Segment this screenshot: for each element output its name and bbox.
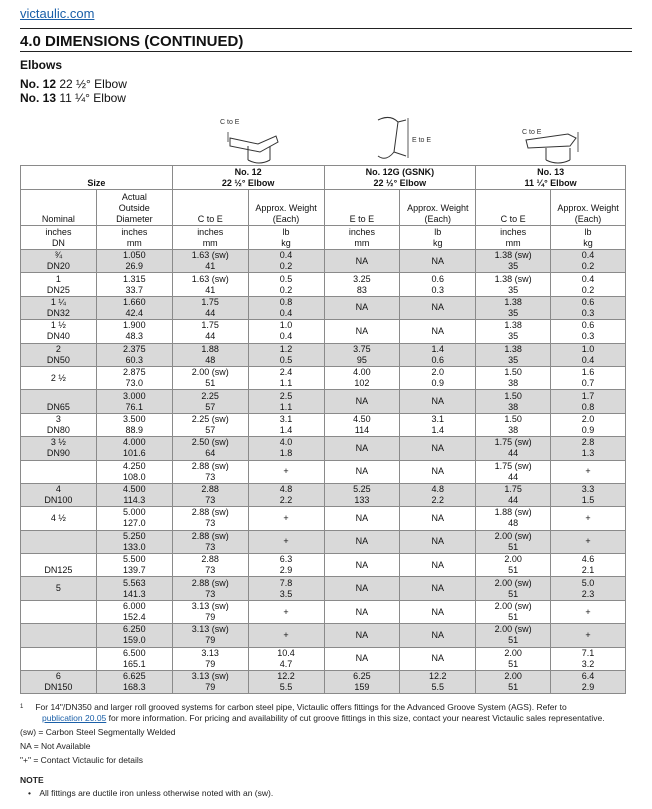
cell-w12: 2.5 1.1 [248,390,324,413]
elbow-13-diagram [518,112,588,167]
cell-od: 1.900 48.3 [96,320,172,343]
units-w13: lb kg [551,226,626,250]
cell-nom: 4 DN100 [21,483,97,506]
cell-w12: 1.0 0.4 [248,320,324,343]
cell-c12: 3.13 (sw) 79 [172,600,248,623]
units-e12g: inches mm [324,226,400,250]
cell-c12: 3.13 (sw) 79 [172,624,248,647]
weight-header-13: Approx. Weight (Each) [551,190,626,226]
cell-w12g: 4.8 2.2 [400,483,476,506]
cell-od: 4.500 114.3 [96,483,172,506]
cell-od: 6.625 168.3 [96,671,172,694]
cell-w13: 2.0 0.9 [551,413,626,436]
cell-c13: 1.50 38 [476,390,551,413]
cell-c12: 2.00 (sw) 51 [172,366,248,389]
cell-w12g: 12.2 5.5 [400,671,476,694]
cell-od: 5.563 141.3 [96,577,172,600]
cell-c12: 2.25 57 [172,390,248,413]
cell-w12: 0.4 0.2 [248,250,324,273]
cell-w12g: 0.6 0.3 [400,273,476,296]
cell-w12g: NA [400,507,476,530]
cell-w12g: 3.1 1.4 [400,413,476,436]
cell-c12: 2.88 (sw) 73 [172,577,248,600]
cell-od: 5.500 139.7 [96,554,172,577]
table-row [21,273,626,296]
cell-c12: 3.13 (sw) 79 [172,671,248,694]
cell-c13: 1.38 (sw) 35 [476,250,551,273]
cell-w13: 0.6 0.3 [551,296,626,319]
group-header-12g: No. 12G (GSNK) 22 ½° Elbow [324,166,476,190]
cell-w13: 5.0 2.3 [551,577,626,600]
cell-c13: 2.00 51 [476,647,551,670]
cell-e12g: NA [324,320,400,343]
cell-nom [21,647,97,670]
cell-nom [21,624,97,647]
cell-nom: 6 DN150 [21,671,97,694]
cell-nom: 2 ½ [21,366,97,389]
cell-c12: 2.88 73 [172,554,248,577]
cell-w12: 1.2 0.5 [248,343,324,366]
table-row [21,437,626,460]
cell-w12g: NA [400,250,476,273]
units-c12: inches mm [172,226,248,250]
header-rule [20,28,632,29]
units-c13: inches mm [476,226,551,250]
cell-w13: 1.6 0.7 [551,366,626,389]
weight-header-12g: Approx. Weight (Each) [400,190,476,226]
cell-nom: 1 ¼ DN32 [21,296,97,319]
cell-e12g: NA [324,296,400,319]
units-nominal: inches DN [21,226,97,250]
e-to-e-label: E to E [412,137,432,144]
table-row [21,390,626,413]
weight-header-12: Approx. Weight (Each) [248,190,324,226]
cell-w13: 7.1 3.2 [551,647,626,670]
cell-od: 6.500 165.1 [96,647,172,670]
cell-c12: 2.88 (sw) 73 [172,530,248,553]
cell-c13: 1.38 35 [476,296,551,319]
cell-w12g: NA [400,320,476,343]
cell-nom: DN125 [21,554,97,577]
cell-e12g: NA [324,437,400,460]
cell-e12g: 3.25 83 [324,273,400,296]
dimensions-table [20,165,626,694]
cell-c12: 1.75 44 [172,296,248,319]
c-to-e-header-12: C to E [172,190,248,226]
table-row [21,554,626,577]
cell-w13: 0.4 0.2 [551,273,626,296]
cell-w12: 6.3 2.9 [248,554,324,577]
cell-w12g: NA [400,296,476,319]
cell-c12: 3.13 79 [172,647,248,670]
table-row [21,250,626,273]
cell-e12g: 6.25 159 [324,671,400,694]
cell-w12: 4.0 1.8 [248,437,324,460]
cell-w12g: NA [400,554,476,577]
table-row [21,600,626,623]
cell-e12g: NA [324,530,400,553]
cell-od: 6.250 159.0 [96,624,172,647]
cell-w13: + [551,507,626,530]
cell-w13: 2.8 1.3 [551,437,626,460]
units-w12g: lb kg [400,226,476,250]
cell-c13: 1.75 44 [476,483,551,506]
cell-w13: + [551,530,626,553]
cell-w12: + [248,530,324,553]
note-item: • All fittings are ductile iron unless otherwise noted with an (sw). [28,788,274,798]
cell-c12: 2.50 (sw) 64 [172,437,248,460]
cell-nom: 1 ½ DN40 [21,320,97,343]
cell-w12g: 1.4 0.6 [400,343,476,366]
cell-w13: 1.0 0.4 [551,343,626,366]
units-w12: lb kg [248,226,324,250]
cell-w12: 4.8 2.2 [248,483,324,506]
cell-w13: 6.4 2.9 [551,671,626,694]
cell-w12g: NA [400,460,476,483]
elbow-12-diagram [218,112,288,167]
cell-c12: 2.88 73 [172,483,248,506]
cell-c13: 2.00 (sw) 51 [476,600,551,623]
cell-w12: + [248,507,324,530]
nominal-header: Nominal [21,190,97,226]
cell-e12g: NA [324,554,400,577]
cell-c13: 2.00 51 [476,554,551,577]
size-header: Size [21,166,173,190]
cell-od: 5.000 127.0 [96,507,172,530]
cell-w13: 0.4 0.2 [551,250,626,273]
table-row [21,413,626,436]
table-row [21,530,626,553]
cell-c12: 2.88 (sw) 73 [172,460,248,483]
table-row [21,320,626,343]
cell-e12g: NA [324,250,400,273]
cell-c13: 1.75 (sw) 44 [476,460,551,483]
cell-c12: 1.88 48 [172,343,248,366]
cell-e12g: 4.00 102 [324,366,400,389]
cell-nom: 4 ½ [21,507,97,530]
cell-w12g: NA [400,390,476,413]
cell-e12g: 3.75 95 [324,343,400,366]
cell-e12g: NA [324,577,400,600]
group-header-13: No. 13 11 ¼° Elbow [476,166,626,190]
cell-w13: 0.6 0.3 [551,320,626,343]
cell-w12g: NA [400,577,476,600]
table-row [21,507,626,530]
cell-e12g: 5.25 133 [324,483,400,506]
table-row [21,577,626,600]
cell-od: 3.000 76.1 [96,390,172,413]
section-title: 4.0 DIMENSIONS (CONTINUED) [20,33,244,50]
cell-e12g: NA [324,390,400,413]
cell-od: 1.050 26.9 [96,250,172,273]
footnote-sw: (sw) = Carbon Steel Segmentally Welded [20,727,176,737]
cell-od: 2.375 60.3 [96,343,172,366]
cell-nom [21,600,97,623]
group-header-12: No. 12 22 ½° Elbow [172,166,324,190]
cell-e12g: NA [324,460,400,483]
cell-nom: DN65 [21,390,97,413]
table-row [21,671,626,694]
cell-c13: 1.38 (sw) 35 [476,273,551,296]
cell-c13: 1.75 (sw) 44 [476,437,551,460]
cell-w12: 12.2 5.5 [248,671,324,694]
cell-nom: 1 DN25 [21,273,97,296]
site-url-link[interactable]: victaulic.com [20,6,95,21]
table-row [21,647,626,670]
footnote-plus: "+" = Contact Victaulic for details [20,755,144,765]
cell-w13: 1.7 0.8 [551,390,626,413]
cell-c13: 1.38 35 [476,320,551,343]
cell-c13: 1.88 (sw) 48 [476,507,551,530]
table-row [21,460,626,483]
cell-w12: + [248,600,324,623]
cell-w13: 4.6 2.1 [551,554,626,577]
cell-w12: + [248,460,324,483]
cell-e12g: NA [324,647,400,670]
cell-w12: 0.5 0.2 [248,273,324,296]
table-row [21,624,626,647]
cell-nom: 3 DN80 [21,413,97,436]
cell-c13: 2.00 (sw) 51 [476,577,551,600]
cell-od: 5.250 133.0 [96,530,172,553]
cell-w12g: 2.0 0.9 [400,366,476,389]
table-row [21,366,626,389]
cell-w12: 3.1 1.4 [248,413,324,436]
footnote-1: $^1$ For 14"/DN350 and larger roll grooved systems for carbon steel pipe, Victaulic offers fittings for the Advanced Groove System (AGS). Refer to publication 20.05 for more information. For pricing and availability of cut groove fittings in this size, contact your nearest Victaulic sales representative. [20,702,605,723]
cell-c13: 1.38 35 [476,343,551,366]
product-line-12: No. 12 22 ½° Elbow [20,77,127,91]
cell-w12: + [248,624,324,647]
cell-c12: 2.88 (sw) 73 [172,507,248,530]
cell-w12g: NA [400,647,476,670]
cell-od: 4.000 101.6 [96,437,172,460]
cell-c13: 1.50 38 [476,366,551,389]
footnote-na: NA = Not Available [20,741,91,751]
cell-od: 3.500 88.9 [96,413,172,436]
cell-nom: 5 [21,577,97,600]
cell-e12g: 4.50 114 [324,413,400,436]
cell-w12: 2.4 1.1 [248,366,324,389]
cell-nom [21,530,97,553]
cell-od: 6.000 152.4 [96,600,172,623]
table-row [21,483,626,506]
c-to-e-label-13: C to E [522,129,542,136]
cell-w12: 10.4 4.7 [248,647,324,670]
c-to-e-label: C to E [220,119,240,126]
cell-e12g: NA [324,624,400,647]
publication-link[interactable]: publication 20.05 [42,713,107,723]
units-od: inches mm [96,226,172,250]
cell-c12: 1.63 (sw) 41 [172,273,248,296]
cell-w12g: NA [400,530,476,553]
od-header: Actual Outside Diameter [96,190,172,226]
note-title: NOTE [20,775,44,785]
e-to-e-header-12g: E to E [324,190,400,226]
cell-w12: 0.8 0.4 [248,296,324,319]
cell-nom: 3 ½ DN90 [21,437,97,460]
cell-w13: 3.3 1.5 [551,483,626,506]
cell-nom: ¾ DN20 [21,250,97,273]
cell-w13: + [551,600,626,623]
cell-od: 1.315 33.7 [96,273,172,296]
section-rule [20,51,632,52]
table-row [21,296,626,319]
c-to-e-header-13: C to E [476,190,551,226]
cell-c12: 2.25 (sw) 57 [172,413,248,436]
cell-c12: 1.63 (sw) 41 [172,250,248,273]
cell-w12g: NA [400,600,476,623]
cell-w12g: NA [400,437,476,460]
cell-c12: 1.75 44 [172,320,248,343]
cell-c13: 2.00 (sw) 51 [476,624,551,647]
cell-w13: + [551,624,626,647]
cell-e12g: NA [324,600,400,623]
subsection-title: Elbows [20,58,63,72]
cell-od: 4.250 108.0 [96,460,172,483]
cell-nom: 2 DN50 [21,343,97,366]
cell-od: 1.660 42.4 [96,296,172,319]
cell-e12g: NA [324,507,400,530]
cell-w13: + [551,460,626,483]
cell-nom [21,460,97,483]
cell-w12: 7.8 3.5 [248,577,324,600]
cell-c13: 2.00 (sw) 51 [476,530,551,553]
cell-c13: 1.50 38 [476,413,551,436]
elbow-12g-diagram [372,112,432,170]
product-line-13: No. 13 11 ¼° Elbow [20,91,126,105]
cell-w12g: NA [400,624,476,647]
table-row [21,343,626,366]
cell-c13: 2.00 51 [476,671,551,694]
cell-od: 2.875 73.0 [96,366,172,389]
